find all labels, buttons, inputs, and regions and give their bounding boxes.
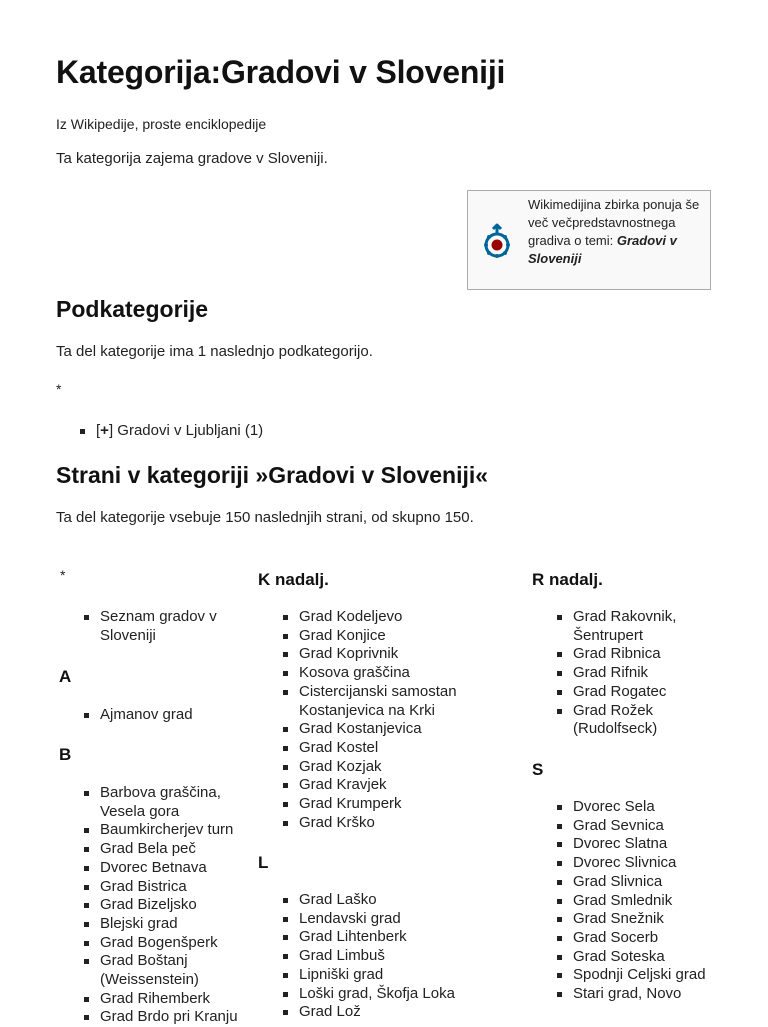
letter-a: A bbox=[59, 667, 72, 686]
tagline: Iz Wikipedije, proste enciklopedije bbox=[56, 116, 267, 132]
list-item[interactable]: Grad Kodeljevo bbox=[283, 608, 483, 627]
col1-b-list bbox=[84, 784, 254, 1027]
list-item[interactable]: Grad Ribnica bbox=[557, 645, 737, 664]
list-item[interactable]: Seznam gradov v Sloveniji bbox=[84, 608, 254, 645]
list-item[interactable]: Dvorec Slatna bbox=[557, 835, 737, 854]
list-item[interactable]: Grad Soteska bbox=[557, 948, 737, 967]
subcategory-item[interactable]: [+] Gradovi v Ljubljani (1) bbox=[80, 422, 263, 441]
list-item[interactable]: Grad Rifnik bbox=[557, 664, 737, 683]
letter-s: S bbox=[532, 760, 544, 779]
col3-r-list bbox=[557, 608, 737, 739]
list-item[interactable]: Baumkircherjev turn bbox=[84, 821, 254, 840]
list-item[interactable]: Grad Socerb bbox=[557, 929, 737, 948]
list-item[interactable]: Grad Sevnica bbox=[557, 817, 737, 836]
list-item[interactable]: Cistercijanski samostan Kostanjevica na Krki bbox=[283, 683, 483, 720]
list-item[interactable]: Barbova graščina, Vesela gora bbox=[84, 784, 254, 821]
list-item[interactable]: Grad Kostanjevica bbox=[283, 720, 483, 739]
list-item[interactable]: Dvorec Slivnica bbox=[557, 854, 737, 873]
list-item[interactable]: Grad Bizeljsko bbox=[84, 896, 254, 915]
subcategory-list bbox=[80, 422, 263, 441]
list-item[interactable]: Lipniški grad bbox=[283, 966, 483, 985]
commons-topic-link[interactable]: Gradovi v Sloveniji bbox=[528, 233, 677, 266]
commons-box bbox=[467, 190, 711, 290]
list-item[interactable]: Grad Boštanj (Weissenstein) bbox=[84, 952, 254, 989]
col3-s-list bbox=[557, 798, 737, 1004]
list-item[interactable]: Grad Krumperk bbox=[283, 795, 483, 814]
list-item[interactable]: Grad Laško bbox=[283, 891, 483, 910]
list-item[interactable]: Ajmanov grad bbox=[84, 706, 254, 725]
subcategories-description: Ta del kategorije ima 1 naslednjo podkategorijo. bbox=[56, 343, 373, 360]
list-item[interactable]: Dvorec Betnava bbox=[84, 859, 254, 878]
list-item[interactable]: Grad Rihemberk bbox=[84, 990, 254, 1009]
col2-heading: K nadalj. bbox=[258, 570, 329, 589]
list-item[interactable]: Grad Bela peč bbox=[84, 840, 254, 859]
intro-text: Ta kategorija zajema gradove v Sloveniji. bbox=[56, 150, 328, 167]
pages-description: Ta del kategorije vsebuje 150 naslednjih strani, od skupno 150. bbox=[56, 509, 474, 526]
list-item[interactable]: Grad Rogatec bbox=[557, 683, 737, 702]
commons-text: Wikimedijina zbirka ponuja še več večpredstavnostnega gradiva o temi: Gradovi v Sloveniji bbox=[528, 197, 700, 266]
list-item[interactable]: Kosova graščina bbox=[283, 664, 483, 683]
col3-heading: R nadalj. bbox=[532, 570, 603, 589]
col1-star: * bbox=[60, 567, 66, 583]
list-item[interactable]: Grad Brdo pri Kranju bbox=[84, 1008, 254, 1027]
col2-k-list bbox=[283, 608, 483, 832]
list-item[interactable]: Stari grad, Novo bbox=[557, 985, 737, 1004]
list-item[interactable]: Grad Kozjak bbox=[283, 758, 483, 777]
list-item[interactable]: Grad Snežnik bbox=[557, 910, 737, 929]
list-item[interactable]: Grad Lož bbox=[283, 1003, 483, 1022]
list-item[interactable]: Grad Bogenšperk bbox=[84, 934, 254, 953]
subcategory-link[interactable]: Gradovi v Ljubljani (1) bbox=[117, 422, 264, 439]
pages-heading: Strani v kategoriji »Gradovi v Sloveniji« bbox=[56, 462, 489, 488]
expand-toggle[interactable]: + bbox=[100, 422, 109, 439]
list-item[interactable]: Grad Slivnica bbox=[557, 873, 737, 892]
list-item[interactable]: Grad Rožek (Rudolfseck) bbox=[557, 702, 737, 739]
subcategories-heading: Podkategorije bbox=[56, 296, 209, 322]
list-item[interactable]: Grad Rakovnik, Šentrupert bbox=[557, 608, 737, 645]
subcategories-star: * bbox=[56, 381, 62, 397]
col1-a-list bbox=[84, 706, 254, 725]
list-item[interactable]: Grad Smlednik bbox=[557, 892, 737, 911]
list-item[interactable]: Grad Bistrica bbox=[84, 878, 254, 897]
list-item[interactable]: Grad Lihtenberk bbox=[283, 928, 483, 947]
list-item[interactable]: Dvorec Sela bbox=[557, 798, 737, 817]
list-item[interactable]: Grad Kravjek bbox=[283, 776, 483, 795]
list-item[interactable]: Spodnji Celjski grad bbox=[557, 966, 737, 985]
list-item[interactable]: Loški grad, Škofja Loka bbox=[283, 985, 483, 1004]
list-item[interactable]: Grad Koprivnik bbox=[283, 645, 483, 664]
col2-l-list bbox=[283, 891, 483, 1022]
list-item[interactable]: Grad Kostel bbox=[283, 739, 483, 758]
wikimedia-commons-icon bbox=[481, 219, 513, 259]
letter-b: B bbox=[59, 745, 72, 764]
col1-star-list bbox=[84, 608, 254, 645]
list-item[interactable]: Lendavski grad bbox=[283, 910, 483, 929]
letter-l: L bbox=[258, 853, 269, 872]
list-item[interactable]: Grad Konjice bbox=[283, 627, 483, 646]
list-item[interactable]: Blejski grad bbox=[84, 915, 254, 934]
list-item[interactable]: Grad Limbuš bbox=[283, 947, 483, 966]
page-title: Kategorija:Gradovi v Sloveniji bbox=[56, 54, 506, 90]
list-item[interactable]: Grad Krško bbox=[283, 814, 483, 833]
